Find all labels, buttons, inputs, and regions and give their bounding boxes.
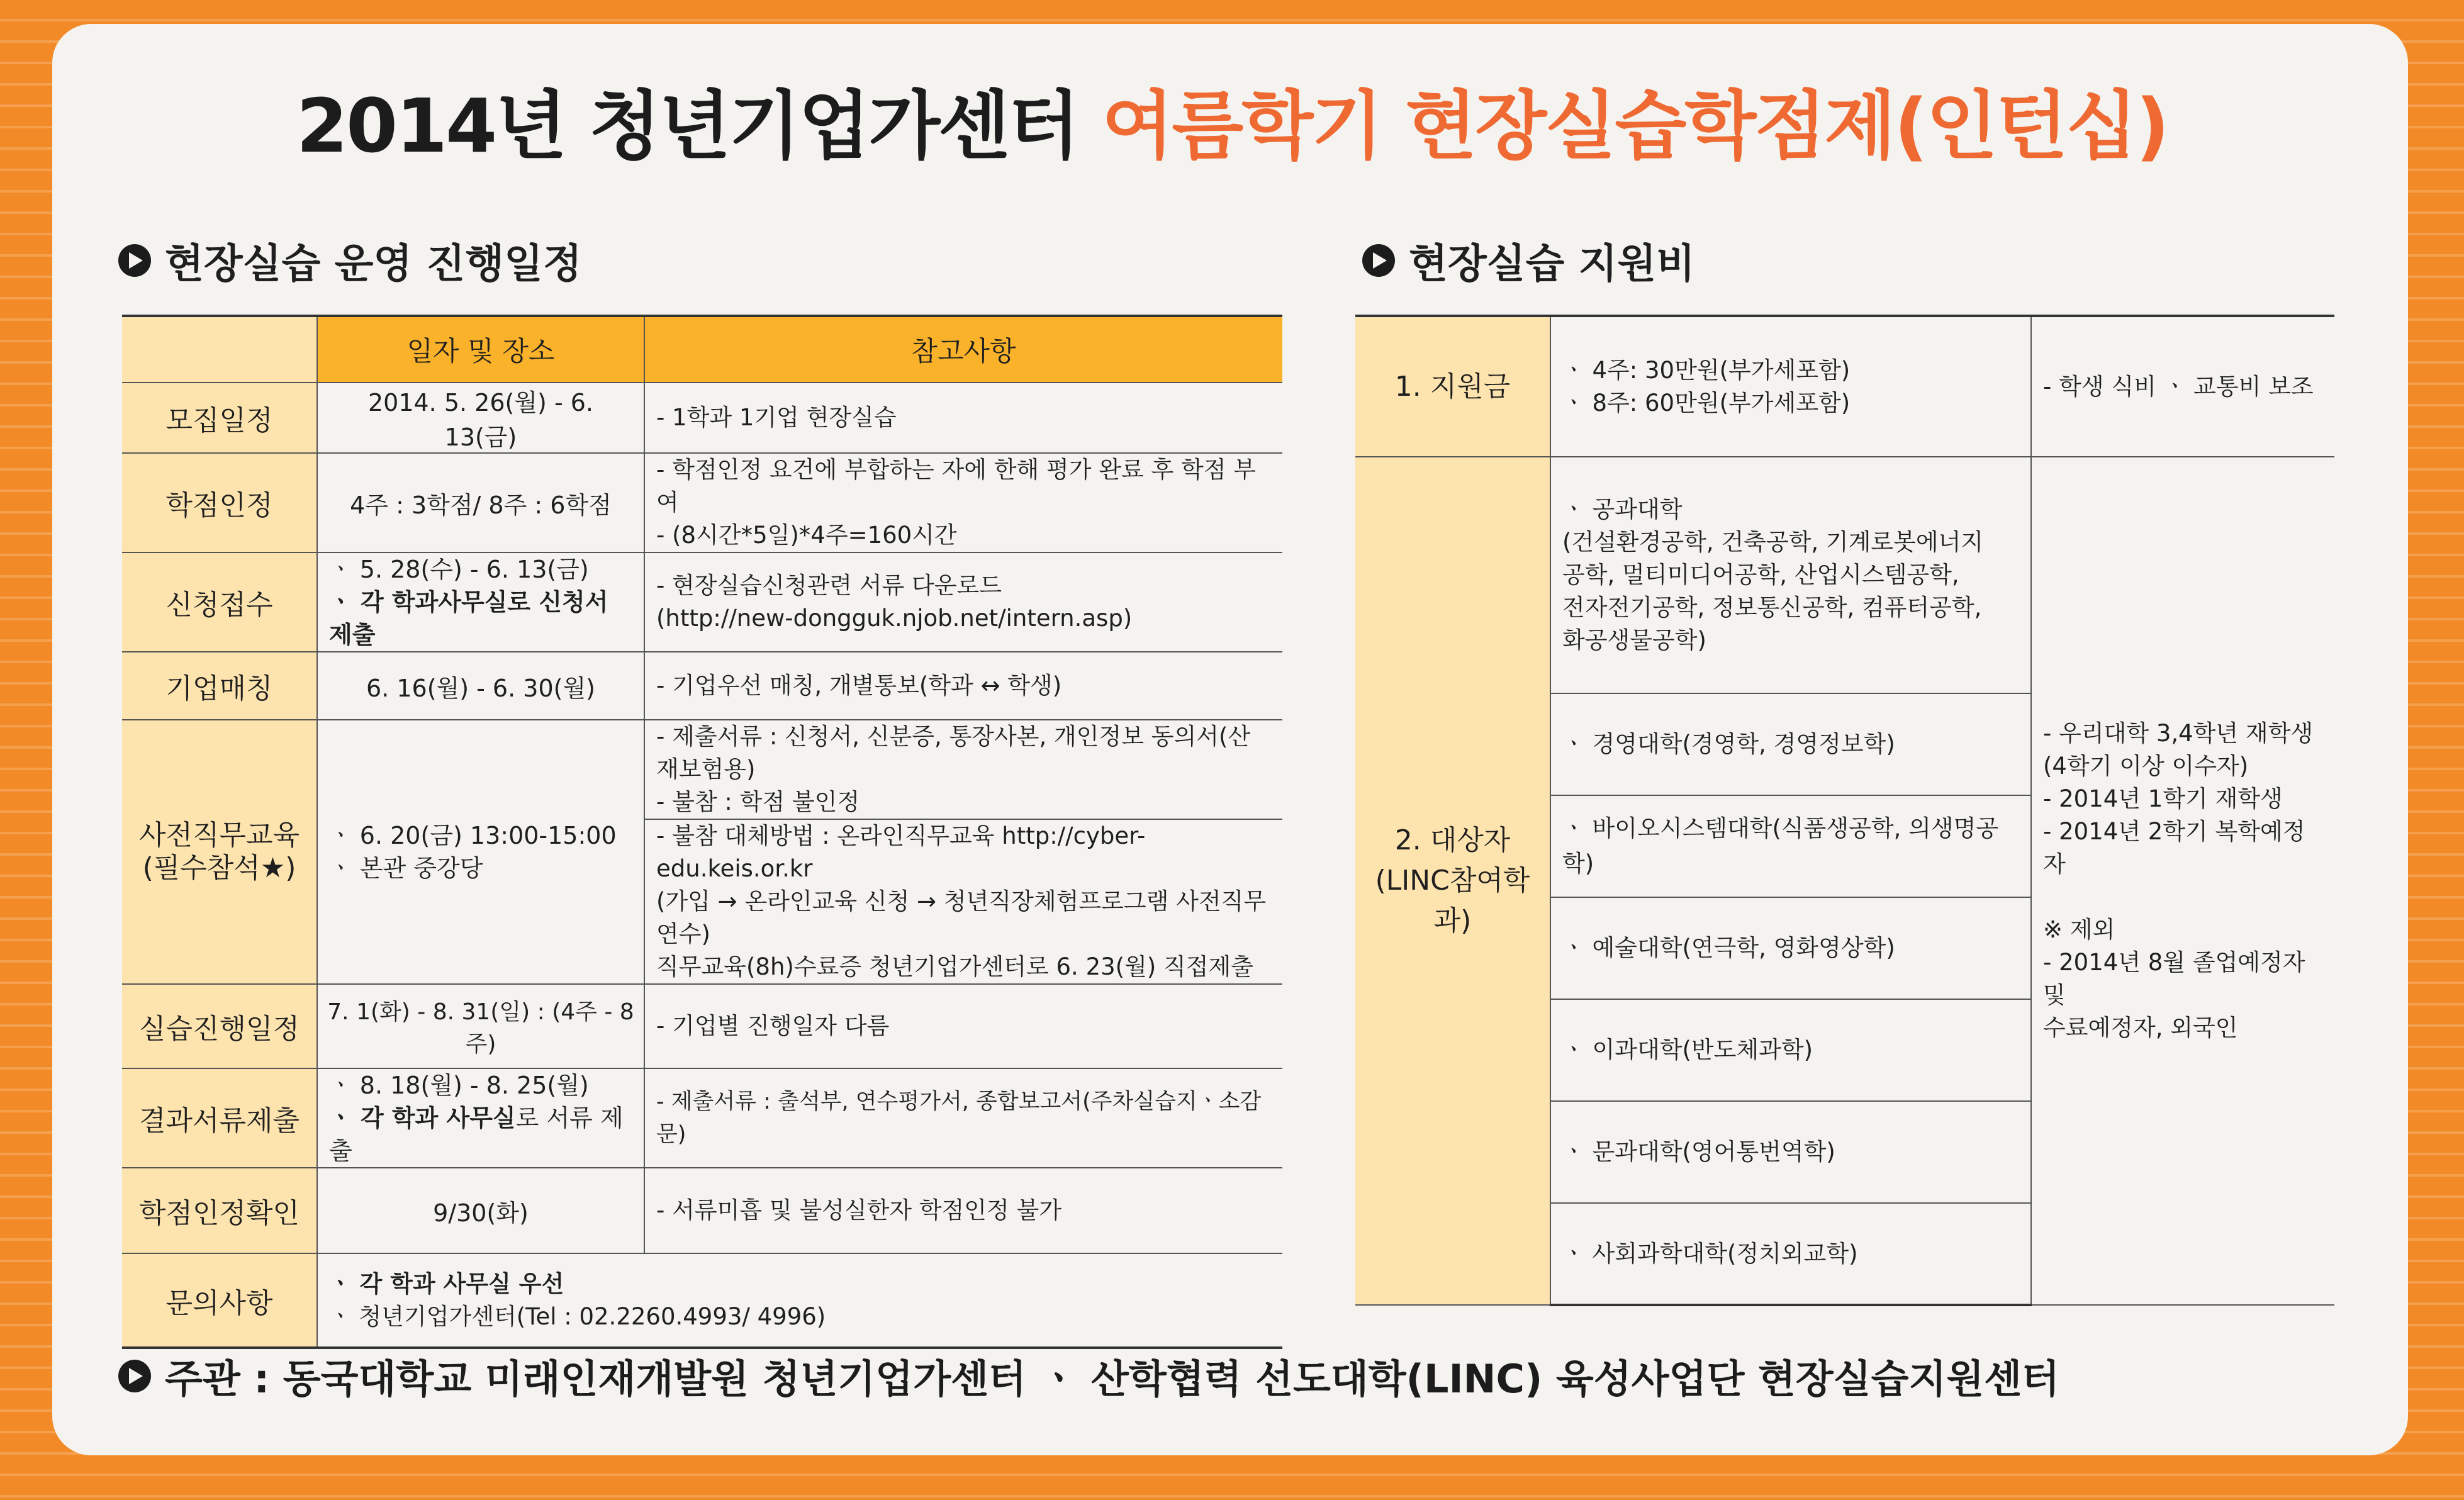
row-date: ㆍ 5. 28(수) - 6. 13(금) ㆍ 각 학과사무실로 신청서 제출 bbox=[317, 552, 644, 652]
row-label: 실습진행일정 bbox=[122, 984, 317, 1068]
support-heading: 현장실습 지원비 bbox=[1362, 232, 1695, 289]
college-item: ㆍ 예술대학(연극학, 영화영상학) bbox=[1550, 897, 2031, 999]
row-note: - 제출서류 : 출석부, 연수평가서, 종합보고서(주차실습지ㆍ소감문) bbox=[644, 1068, 1282, 1168]
row-label: 1. 지원금 bbox=[1355, 316, 1550, 457]
subsidy-amounts: ㆍ 4주: 30만원(부가세포함) ㆍ 8주: 60만원(부가세포함) bbox=[1550, 316, 2031, 457]
header-note: 참고사항 bbox=[644, 316, 1282, 383]
row-date: 9/30(화) bbox=[317, 1168, 644, 1253]
row-date: ㆍ 8. 18(월) - 8. 25(월) ㆍ 각 학과 사무실로 서류 제출 bbox=[317, 1068, 644, 1168]
row-label: 결과서류제출 bbox=[122, 1068, 317, 1168]
row-date: 4주 : 3학점/ 8주 : 6학점 bbox=[317, 453, 644, 552]
arrow-circle-icon bbox=[118, 1360, 151, 1392]
row-note: - 제출서류 : 신청서, 신분증, 통장사본, 개인정보 동의서(산재보험용) - 불참 : 학점 불인정 bbox=[644, 720, 1282, 819]
contact-info: ㆍ 각 학과 사무실 우선 ㆍ 청년기업가센터(Tel : 02.2260.4993/ 4996) bbox=[317, 1253, 1282, 1348]
row-label: 학점인정확인 bbox=[122, 1168, 317, 1253]
organizer-footer: 주관 : 동국대학교 미래인재개발원 청년기업가센터 ㆍ 산학협력 선도대학(LINC) 육성사업단 현장실습지원센터 bbox=[118, 1348, 2059, 1404]
college-item: ㆍ 공과대학 (건설환경공학, 건축공학, 기계로봇에너지 공학, 멀티미디어공학, 산업시스템공학, 전자전기공학, 정보통신공학, 컴퓨터공학, 화공생물공학) bbox=[1550, 457, 2031, 693]
table-row bbox=[1355, 457, 2334, 693]
table-row bbox=[122, 1068, 1282, 1168]
arrow-circle-icon bbox=[1362, 244, 1395, 277]
row-date: 7. 1(화) - 8. 31(일) : (4주 - 8주) bbox=[317, 984, 644, 1068]
row-label: 사전직무교육 (필수참석★) bbox=[122, 720, 317, 984]
college-item: ㆍ 문과대학(영어통번역학) bbox=[1550, 1101, 2031, 1203]
row-date: ㆍ 6. 20(금) 13:00-15:00 ㆍ 본관 중강당 bbox=[317, 720, 644, 984]
college-item: ㆍ 바이오시스템대학(식품생공학, 의생명공학) bbox=[1550, 795, 2031, 897]
row-note: - 서류미흡 및 불성실한자 학점인정 불가 bbox=[644, 1168, 1282, 1253]
schedule-table bbox=[122, 315, 1282, 1349]
college-item: ㆍ 경영대학(경영학, 경영정보학) bbox=[1550, 693, 2031, 795]
row-note: - 학점인정 요건에 부합하는 자에 한해 평가 완료 후 학점 부여 - (8시간*5일)*4주=160시간 bbox=[644, 453, 1282, 552]
row-note: - 기업우선 매칭, 개별통보(학과 ↔ 학생) bbox=[644, 652, 1282, 720]
row-label: 신청접수 bbox=[122, 552, 317, 652]
arrow-circle-icon bbox=[118, 244, 151, 277]
support-table bbox=[1355, 315, 2334, 1306]
row-note: - 현장실습신청관련 서류 다운로드 (http://new-dongguk.njob.net/intern.asp) bbox=[644, 552, 1282, 652]
subsidy-note: - 학생 식비 ㆍ 교통비 보조 bbox=[2031, 316, 2334, 457]
table-row bbox=[122, 552, 1282, 652]
title-highlight: 여름학기 현장실습학점제(인턴십) bbox=[1102, 82, 2168, 169]
row-label: 학점인정 bbox=[122, 453, 317, 552]
header-date: 일자 및 장소 bbox=[317, 316, 644, 383]
row-date: 6. 16(월) - 6. 30(월) bbox=[317, 652, 644, 720]
table-row bbox=[122, 720, 1282, 819]
schedule-heading: 현장실습 운영 진행일정 bbox=[118, 232, 582, 289]
row-note: - 기업별 진행일자 다름 bbox=[644, 984, 1282, 1068]
table-row bbox=[1355, 316, 2334, 457]
table-row bbox=[122, 652, 1282, 720]
row-label: 2. 대상자 (LINC참여학과) bbox=[1355, 457, 1550, 1305]
row-note: - 불참 대체방법 : 온라인직무교육 http://cyber-edu.keis.or.kr (가입 → 온라인교육 신청 → 청년직장체험프로그램 사전직무연수) 직무교육(8h)수료증 청년기업가센터로 6. 23(월) 직접제출 bbox=[644, 819, 1282, 984]
table-row bbox=[122, 453, 1282, 552]
table-row bbox=[122, 1168, 1282, 1253]
row-label: 모집일정 bbox=[122, 383, 317, 453]
table-header-row bbox=[122, 316, 1282, 383]
table-row bbox=[122, 383, 1282, 453]
title-main: 2014년 청년기업가센터 bbox=[296, 82, 1102, 169]
header-blank bbox=[122, 316, 317, 383]
table-row bbox=[122, 1253, 1282, 1348]
college-item: ㆍ 이과대학(반도체과학) bbox=[1550, 999, 2031, 1101]
row-label: 문의사항 bbox=[122, 1253, 317, 1348]
eligibility-notes: - 우리대학 3,4학년 재학생 (4학기 이상 이수자) - 2014년 1학기 재학생 - 2014년 2학기 복학예정자 ※ 제외 - 2014년 8월 졸업예정자 및 수료예정자, 외국인 bbox=[2031, 457, 2334, 1305]
row-date: 2014. 5. 26(월) - 6. 13(금) bbox=[317, 383, 644, 453]
row-note: - 1학과 1기업 현장실습 bbox=[644, 383, 1282, 453]
page-title bbox=[0, 66, 2464, 173]
table-row bbox=[122, 984, 1282, 1068]
college-item: ㆍ 사회과학대학(정치외교학) bbox=[1550, 1203, 2031, 1305]
row-label: 기업매칭 bbox=[122, 652, 317, 720]
